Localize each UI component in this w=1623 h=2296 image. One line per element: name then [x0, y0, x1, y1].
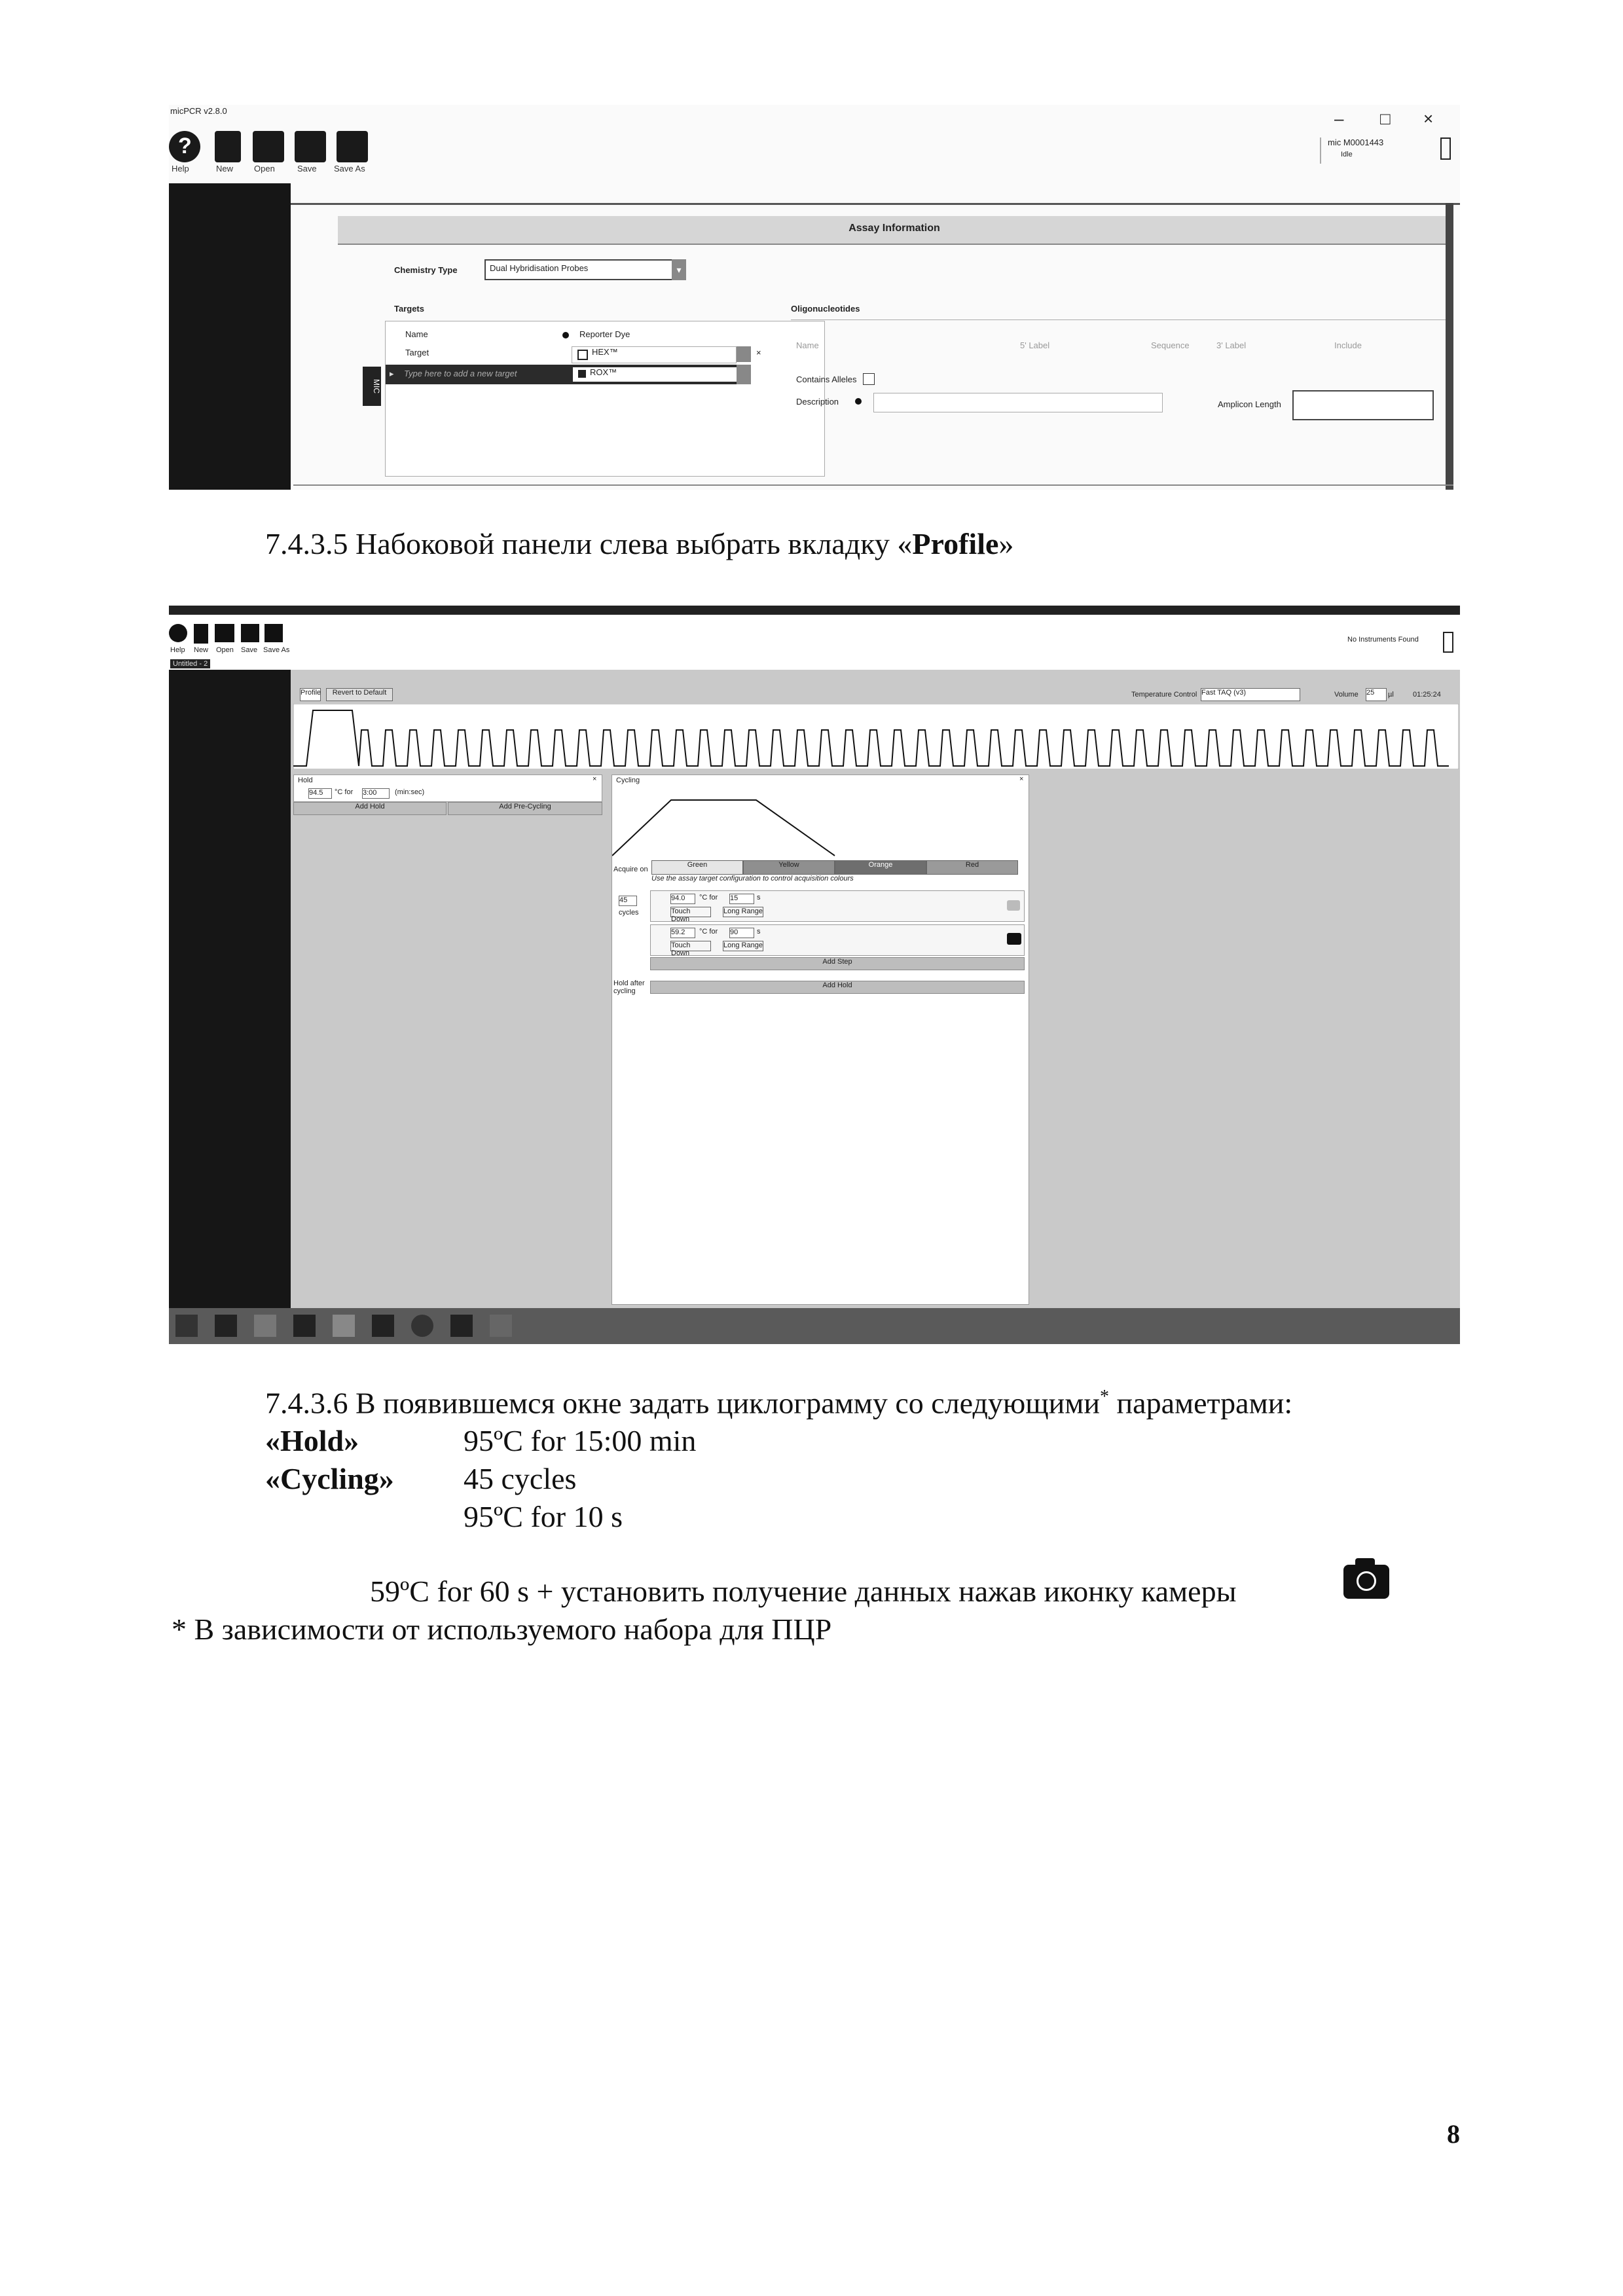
taskbar [169, 1308, 1460, 1344]
close-icon[interactable]: × [593, 775, 597, 783]
taskbar-app-icon[interactable] [490, 1315, 512, 1337]
taskbar-app-icon[interactable] [372, 1315, 394, 1337]
help-icon[interactable] [169, 624, 187, 642]
page-number: 8 [1447, 2119, 1460, 2149]
navigation-sidebar [169, 183, 291, 490]
maximize-button[interactable]: □ [1380, 109, 1391, 128]
targets-label: Targets [394, 304, 424, 314]
step-735-bold: Profile [912, 527, 999, 560]
add-hold-button[interactable]: Add Hold [293, 802, 447, 815]
taskbar-app-icon[interactable] [333, 1315, 355, 1337]
targets-name-header: Name [405, 329, 428, 339]
taskbar-app-icon[interactable] [254, 1315, 276, 1337]
save-icon[interactable] [295, 131, 326, 162]
hold-temp-unit: °C for [335, 788, 354, 796]
toolbar-separator [291, 203, 1460, 205]
channel-red[interactable] [926, 860, 1018, 875]
step-736-intro-text: 7.4.3.6 В появившемся окне задать циклограмму со следующими [265, 1386, 1101, 1420]
instrument-icon [1443, 632, 1453, 653]
acquire-on-label: Acquire on [613, 866, 648, 873]
cycling-profile-graph [612, 787, 1029, 859]
hold-time-input[interactable]: 3:00 [362, 788, 390, 799]
channel-red-label: Red [965, 861, 979, 869]
target-row-dye[interactable] [572, 346, 737, 363]
oligo-label: Oligonucleotides [791, 304, 860, 314]
start-icon[interactable] [175, 1315, 198, 1337]
add-precycling-button[interactable]: Add Pre-Cycling [448, 802, 602, 815]
open-folder-icon[interactable] [215, 624, 234, 642]
step1-unit: °C for [699, 894, 718, 902]
hold-temp-input[interactable]: 94.5 [308, 788, 332, 799]
channel-green-label: Green [687, 861, 708, 869]
step-735-suffix: » [998, 527, 1014, 560]
step1-time-unit: s [757, 894, 761, 902]
save-as-label: Save As [334, 164, 365, 173]
cycling-label: «Cycling» [265, 1462, 394, 1495]
volume-input[interactable]: 25 [1366, 688, 1387, 701]
channel-green[interactable] [651, 860, 743, 875]
cycles-input[interactable]: 45 [619, 896, 637, 906]
open-label: Open [254, 164, 275, 173]
channel-note: Use the assay target configuration to control acquisition colours [651, 875, 854, 883]
bottom-border [293, 484, 1453, 486]
oligo-name-header: Name [796, 340, 819, 350]
new-target-dye[interactable] [573, 367, 737, 382]
step1-time-input[interactable]: 15 [729, 894, 754, 904]
hold-after-label: Hold after cycling [613, 979, 645, 995]
channel-yellow-label: Yellow [778, 861, 799, 869]
app-title: micPCR v2.8.0 [170, 106, 227, 116]
step-736-intro [265, 1388, 1292, 1418]
cycling-title: Cycling [616, 776, 640, 784]
cycling-panel [611, 774, 1029, 1305]
touch-down-button[interactable]: Touch Down [670, 907, 711, 917]
new-file-icon[interactable] [215, 131, 241, 162]
scrollbar[interactable] [1446, 203, 1453, 490]
step2-time-input[interactable]: 90 [729, 928, 754, 938]
navigation-sidebar [169, 670, 291, 1308]
taskbar-app-icon[interactable] [215, 1315, 237, 1337]
targets-table [385, 321, 825, 477]
footnote: * В зависимости от используемого набора для ПЦР [172, 1613, 832, 1646]
close-button[interactable]: × [1423, 109, 1434, 128]
amplicon-label: Amplicon Length [1218, 399, 1281, 409]
instrument-status: Idle [1341, 151, 1353, 158]
taskbar-app-icon[interactable] [411, 1315, 433, 1337]
cycling-step-2 [650, 924, 1025, 956]
assay-header-band [338, 216, 1451, 245]
save-as-label: Save As [263, 646, 290, 654]
new-label: New [216, 164, 234, 173]
add-hold-after-button[interactable]: Add Hold [650, 981, 1025, 994]
help-label: Help [172, 164, 189, 173]
cycling-denature: 95ºC for 10 s [464, 1500, 623, 1533]
new-target-dye-value: ROX™ [590, 367, 617, 377]
save-as-icon[interactable] [264, 624, 283, 642]
chemistry-select[interactable]: Dual Hybridisation Probes [484, 259, 684, 280]
new-file-icon[interactable] [194, 624, 208, 644]
delete-row-icon[interactable]: × [756, 348, 761, 357]
step-736-intro-end: параметрами: [1109, 1386, 1293, 1420]
revert-button[interactable]: Revert to Default [326, 688, 393, 701]
hold-panel [293, 774, 602, 802]
oligo-include-header: Include [1334, 340, 1362, 350]
add-step-button[interactable]: Add Step [650, 957, 1025, 970]
targets-dye-header: Reporter Dye [579, 329, 630, 339]
long-range-button[interactable]: Long Range [723, 941, 763, 951]
acquire-line: 59ºC for 60 s + установить получение данных нажав иконку камеры [370, 1575, 1237, 1608]
chevron-down-icon[interactable]: ▾ [672, 259, 686, 280]
row-pointer-icon: ▸ [390, 369, 394, 378]
taskbar-app-icon[interactable] [450, 1315, 473, 1337]
hold-value: 95ºC for 15:00 min [464, 1424, 697, 1457]
help-icon[interactable]: ? [169, 131, 200, 162]
volume-unit: µl [1388, 691, 1394, 699]
rox-color-swatch [578, 370, 586, 378]
new-target-input[interactable]: Type here to add a new target [404, 369, 517, 378]
instrument-name: mic M0001443 [1328, 137, 1384, 147]
open-label: Open [216, 646, 234, 654]
save-label: Save [297, 164, 317, 173]
open-folder-icon[interactable] [253, 131, 284, 162]
run-time: 01:25:24 [1413, 691, 1441, 699]
screenshot-assay-information [169, 105, 1460, 490]
side-tab[interactable]: MIC [363, 367, 381, 406]
hold-title: Hold [298, 776, 313, 784]
tab-untitled[interactable]: Untitled - 2 [170, 659, 210, 668]
tab-profile[interactable]: Profile [300, 688, 321, 701]
target-dye-value: HEX™ [592, 347, 618, 357]
close-icon[interactable]: × [1019, 775, 1024, 783]
step2-time-unit: s [757, 928, 761, 936]
step2-unit: °C for [699, 928, 718, 936]
save-label: Save [241, 646, 258, 654]
oligo-5label-header: 5' Label [1020, 340, 1050, 350]
channel-yellow[interactable] [743, 860, 835, 875]
camera-icon[interactable] [1007, 900, 1020, 911]
amplicon-input[interactable] [1292, 390, 1434, 420]
camera-icon[interactable] [1007, 933, 1021, 945]
temp-control-label: Temperature Control [1131, 691, 1197, 699]
channel-orange[interactable] [835, 860, 926, 875]
oligo-sequence-header: Sequence [1151, 340, 1190, 350]
help-label: Help [170, 646, 185, 654]
touch-down-button[interactable]: Touch Down [670, 941, 711, 951]
volume-label: Volume [1334, 691, 1359, 699]
save-as-icon[interactable] [337, 131, 368, 162]
instrument-status: No Instruments Found [1347, 636, 1419, 644]
new-target-row[interactable] [386, 365, 738, 384]
divider [1320, 137, 1321, 164]
taskbar-app-icon[interactable] [293, 1315, 316, 1337]
channel-orange-label: Orange [868, 861, 893, 869]
description-input[interactable] [873, 393, 1163, 412]
screenshot-profile [169, 606, 1460, 1344]
step1-temp-input[interactable]: 94.0 [670, 894, 695, 904]
step-735-prefix: 7.4.3.5 Набоковой панели слева выбрать вкладку « [265, 527, 913, 560]
chemistry-label: Chemistry Type [394, 265, 458, 275]
dye-dropdown-icon[interactable] [737, 365, 751, 384]
channel-bar [651, 860, 1018, 873]
oligo-3label-header: 3' Label [1216, 340, 1247, 350]
cycles-label: cycles [619, 909, 639, 917]
section-title: Assay Information [848, 223, 940, 234]
contains-alleles-label: Contains Alleles [796, 374, 857, 384]
minimize-button[interactable]: – [1334, 109, 1344, 128]
camera-icon [1343, 1558, 1389, 1599]
target-row-name[interactable]: Target [405, 348, 429, 357]
footnote-marker: * [1100, 1387, 1110, 1407]
new-label: New [194, 646, 209, 654]
dye-dropdown-icon[interactable] [737, 346, 751, 362]
long-range-button[interactable]: Long Range [723, 907, 763, 917]
required-dot-icon [855, 398, 862, 405]
temp-control-select[interactable]: Fast TAQ (v3) [1201, 688, 1300, 701]
cycling-cycles: 45 cycles [464, 1462, 577, 1495]
instrument-icon [1440, 137, 1451, 160]
oligo-divider [791, 319, 1446, 320]
contains-alleles-checkbox[interactable] [863, 373, 875, 385]
cycling-step-1 [650, 890, 1025, 922]
required-dot-icon [562, 332, 569, 338]
temperature-profile-graph [293, 704, 1459, 769]
hold-time-unit: (min:sec) [395, 788, 425, 796]
hold-label: «Hold» [265, 1424, 359, 1457]
title-bar [169, 606, 1460, 615]
camera-lens [1357, 1571, 1376, 1591]
description-label: Description [796, 397, 839, 407]
hex-color-swatch [577, 350, 588, 360]
save-icon[interactable] [241, 624, 259, 642]
step2-temp-input[interactable]: 59.2 [670, 928, 695, 938]
step-735-text [265, 529, 1013, 559]
